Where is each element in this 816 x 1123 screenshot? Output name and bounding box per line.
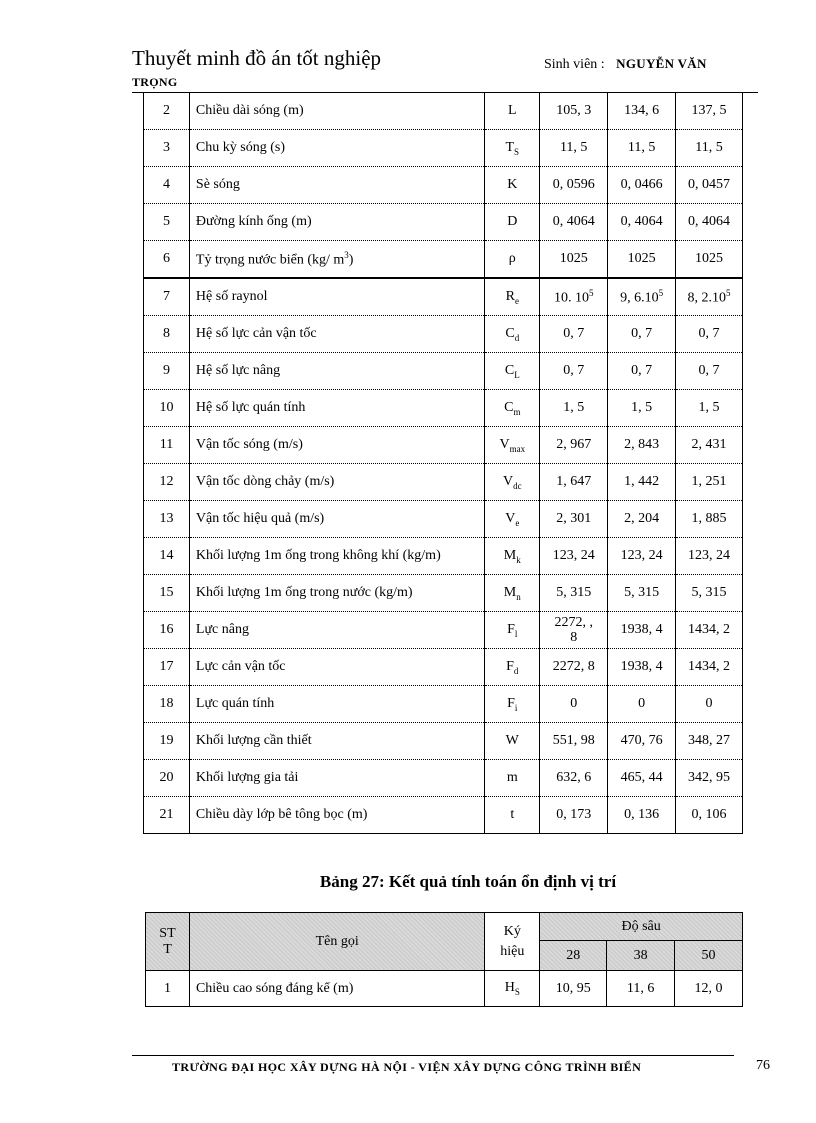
row-value-2 <box>608 501 676 538</box>
row-name <box>189 464 484 501</box>
row-symbol-main: C <box>504 399 514 415</box>
row-symbol <box>485 130 540 167</box>
table-row <box>144 278 743 316</box>
row-name-text: Lực quán tính <box>195 696 275 711</box>
row-value-text: 1938, 4 <box>620 659 663 674</box>
row-number: 21 <box>144 797 190 834</box>
row-name <box>189 278 484 316</box>
table-row <box>144 797 743 834</box>
header-stt <box>146 913 190 971</box>
row-value-text: 105, 3 <box>556 103 592 118</box>
row-name <box>189 501 484 538</box>
row-symbol-sub: S <box>514 146 520 157</box>
row-value-text: 2272, 8 <box>552 659 595 674</box>
row-name-sup: 3 <box>344 249 349 260</box>
result-row-symbol-main: H <box>504 980 515 996</box>
row-value-text: 5, 315 <box>691 585 727 600</box>
row-symbol <box>485 167 540 204</box>
row-value-text: 11, 5 <box>559 140 588 155</box>
result-table <box>145 912 743 1007</box>
row-value-3 <box>676 316 743 353</box>
row-name-text: Sè sóng <box>195 177 240 192</box>
row-value-1 <box>540 575 608 612</box>
row-value-text: 0, 136 <box>624 807 660 822</box>
row-value-text: 465, 44 <box>620 770 663 785</box>
row-number: 16 <box>144 612 190 649</box>
header-stt-line1: ST <box>159 925 176 941</box>
footer-rule <box>132 1055 734 1056</box>
row-number: 5 <box>144 204 190 241</box>
result-row-no: 1 <box>146 971 190 1007</box>
parameters-table <box>143 93 743 834</box>
row-value-1 <box>540 204 608 241</box>
row-number: 3 <box>144 130 190 167</box>
table-row <box>144 649 743 686</box>
row-value-2 <box>608 686 676 723</box>
row-number: 14 <box>144 538 190 575</box>
row-name <box>189 649 484 686</box>
row-symbol-main: F <box>507 695 515 711</box>
row-value-3 <box>676 278 743 316</box>
row-symbol-main: m <box>506 770 518 785</box>
row-symbol-sub: m <box>513 406 521 417</box>
row-number: 4 <box>144 167 190 204</box>
row-symbol-main: K <box>507 177 518 192</box>
row-name-text: Chiều dày lớp bê tông bọc (m) <box>195 807 368 822</box>
row-number: 6 <box>144 241 190 279</box>
header-stt-line2: T <box>163 941 172 957</box>
row-value-text: 1, 885 <box>691 511 727 526</box>
result-row-value-50: 12, 0 <box>675 971 743 1007</box>
row-symbol <box>485 427 540 464</box>
row-name-text: Chu kỳ sóng (s) <box>195 140 285 155</box>
row-symbol-main: V <box>502 473 514 489</box>
row-value-3 <box>676 204 743 241</box>
row-value-2 <box>608 353 676 390</box>
student-label-text: Sinh viên : <box>544 57 605 72</box>
row-symbol <box>485 612 540 649</box>
row-number: 17 <box>144 649 190 686</box>
row-name <box>189 316 484 353</box>
row-value-text: 1, 442 <box>624 474 660 489</box>
row-number: 19 <box>144 723 190 760</box>
row-value-3 <box>676 723 743 760</box>
student-label <box>544 56 707 73</box>
row-number: 2 <box>144 93 190 130</box>
row-symbol-main: C <box>504 362 515 378</box>
row-value-1 <box>540 797 608 834</box>
row-symbol-main: L <box>507 103 517 118</box>
depth-28: 28 <box>540 941 607 971</box>
row-value-text: 0, 4064 <box>552 214 595 229</box>
row-symbol-sub: dc <box>513 480 522 491</box>
table-row <box>144 760 743 797</box>
row-value-1 <box>540 316 608 353</box>
row-value-1 <box>540 501 608 538</box>
table-row <box>144 130 743 167</box>
row-name <box>189 167 484 204</box>
row-number: 11 <box>144 427 190 464</box>
row-value-text: 0, 7 <box>631 326 653 341</box>
row-value-text: 2, 431 <box>691 437 727 452</box>
row-number: 10 <box>144 390 190 427</box>
row-symbol-main: t <box>510 807 515 822</box>
row-value-2 <box>608 316 676 353</box>
row-value-text: 2, 204 <box>624 511 660 526</box>
row-name <box>189 241 484 279</box>
row-value-2 <box>608 649 676 686</box>
row-name-text: Vận tốc sóng (m/s) <box>195 437 303 452</box>
row-value-3 <box>676 427 743 464</box>
row-value-text: 123, 24 <box>620 548 663 563</box>
row-value-text: 1025 <box>695 251 724 266</box>
row-value-text: 0, 4064 <box>620 214 663 229</box>
header-symbol-line2: hiệu <box>500 943 525 959</box>
table-row <box>144 723 743 760</box>
row-value-1 <box>540 760 608 797</box>
row-value-text: 0, 7 <box>563 363 585 378</box>
row-value-text: 123, 24 <box>688 548 731 563</box>
row-value-2 <box>608 278 676 316</box>
row-symbol <box>485 723 540 760</box>
row-value-text: 123, 24 <box>552 548 595 563</box>
row-number: 18 <box>144 686 190 723</box>
row-value-3 <box>676 167 743 204</box>
row-value-2 <box>608 204 676 241</box>
table-caption <box>0 872 816 892</box>
row-value-text: 348, 27 <box>688 733 731 748</box>
row-number: 7 <box>144 278 190 316</box>
row-name-text: Lực cản vận tốc <box>195 659 286 674</box>
row-value-text: 551, 98 <box>552 733 595 748</box>
row-symbol <box>485 501 540 538</box>
row-value-text: 1, 5 <box>631 400 653 415</box>
row-name-end: ) <box>348 252 354 268</box>
row-value-3 <box>676 241 743 279</box>
row-number: 9 <box>144 353 190 390</box>
student-name-first: NGUYỄN VĂN <box>616 56 707 71</box>
row-name-text: Hệ số raynol <box>195 289 268 304</box>
page-number: 76 <box>756 1058 770 1073</box>
row-value-3 <box>676 93 743 130</box>
row-symbol-main: F <box>506 658 514 674</box>
row-name-text: Chiều dài sóng (m) <box>195 103 304 118</box>
row-name-text: Lực nâng <box>195 622 249 637</box>
row-name-text: Vận tốc hiệu quả (m/s) <box>195 511 325 526</box>
document-title: Thuyết minh đồ án tốt nghiệp <box>132 46 382 70</box>
row-number: 8 <box>144 316 190 353</box>
row-symbol-main: M <box>503 547 517 563</box>
row-name-text: Vận tốc dòng chảy (m/s) <box>195 474 335 489</box>
header-symbol <box>485 913 540 971</box>
row-value-3 <box>676 575 743 612</box>
row-value-3 <box>676 390 743 427</box>
row-value-2 <box>608 427 676 464</box>
row-value-text: 0, 106 <box>691 807 727 822</box>
row-value-text: 8, 2.10 <box>687 290 727 306</box>
row-symbol <box>485 204 540 241</box>
row-name <box>189 723 484 760</box>
row-value-1 <box>540 723 608 760</box>
row-symbol <box>485 278 540 316</box>
row-value-text: 0, 7 <box>563 326 585 341</box>
table-row <box>144 93 743 130</box>
depth-38: 38 <box>607 941 675 971</box>
row-name <box>189 612 484 649</box>
row-name-text: Hệ số lực nâng <box>195 363 281 378</box>
row-value-3 <box>676 353 743 390</box>
row-value-text: 0, 173 <box>556 807 592 822</box>
row-name <box>189 797 484 834</box>
row-symbol-sub: max <box>509 443 526 454</box>
table-row <box>144 167 743 204</box>
row-value-3 <box>676 612 743 649</box>
table-row <box>144 204 743 241</box>
row-symbol-main: V <box>499 436 510 452</box>
row-value-1 <box>540 93 608 130</box>
row-symbol-sub: d <box>514 332 520 343</box>
row-value-text: 2, 967 <box>556 437 592 452</box>
table-caption-text: Bảng 27: Kết quả tính toán ổn định vị trí <box>319 872 617 891</box>
row-symbol-main: R <box>505 288 515 304</box>
row-value-text: 1025 <box>627 251 656 266</box>
row-symbol-sub: e <box>514 295 519 306</box>
row-value-3 <box>676 501 743 538</box>
row-value-sup: 5 <box>726 287 731 298</box>
row-value-2 <box>608 538 676 575</box>
row-value-2 <box>608 760 676 797</box>
row-value-2 <box>608 575 676 612</box>
row-value-text: 137, 5 <box>691 103 727 118</box>
row-value-3 <box>676 538 743 575</box>
row-name <box>189 538 484 575</box>
row-value-text: 0, 7 <box>698 363 720 378</box>
row-number: 15 <box>144 575 190 612</box>
row-name <box>189 130 484 167</box>
row-name-text: Tỷ trọng nước biển (kg/ m <box>195 252 345 268</box>
row-symbol-sub: l <box>514 628 518 639</box>
header-symbol-line1: Ký <box>503 923 521 939</box>
header-depth: Độ sâu <box>540 913 743 941</box>
table-row <box>144 241 743 279</box>
row-value-1 <box>540 686 608 723</box>
row-name-text: Khối lượng gia tải <box>195 770 299 785</box>
row-symbol-sub: k <box>516 554 521 565</box>
row-value-text: 1434, 2 <box>688 659 731 674</box>
result-row-value-28: 10, 95 <box>540 971 607 1007</box>
row-value-3 <box>676 797 743 834</box>
row-value-sup: 5 <box>588 287 594 298</box>
row-number: 13 <box>144 501 190 538</box>
table-row <box>144 316 743 353</box>
row-symbol-sub: d <box>513 665 519 676</box>
row-name <box>189 575 484 612</box>
row-value-2 <box>608 797 676 834</box>
row-name <box>189 93 484 130</box>
result-row-symbol <box>485 971 540 1007</box>
result-row-value-38: 11, 6 <box>607 971 675 1007</box>
row-value-text: 2272, , <box>554 615 593 630</box>
row-symbol <box>485 797 540 834</box>
row-name <box>189 204 484 241</box>
row-value-text: 0, 0596 <box>552 177 595 192</box>
row-value-text: 9, 6.10 <box>620 290 659 306</box>
depth-50: 50 <box>675 941 743 971</box>
row-number: 12 <box>144 464 190 501</box>
row-value-text: 1434, 2 <box>688 622 731 637</box>
row-value-text: 2, 843 <box>624 437 660 452</box>
row-value-3 <box>676 649 743 686</box>
table-row <box>144 575 743 612</box>
row-symbol <box>485 316 540 353</box>
row-name <box>189 427 484 464</box>
row-value-1 <box>540 167 608 204</box>
row-symbol <box>485 241 540 279</box>
row-symbol-main: ρ <box>508 251 516 266</box>
row-value-text: 0 <box>638 696 646 711</box>
row-name-text: Khối lượng 1m ống trong không khí (kg/m) <box>195 548 441 563</box>
row-value-1 <box>540 241 608 279</box>
table-row <box>144 353 743 390</box>
row-value-3 <box>676 130 743 167</box>
row-symbol-sub: e <box>515 517 520 528</box>
row-value-text: 11, 5 <box>627 140 656 155</box>
row-value-text: 1, 647 <box>556 474 592 489</box>
row-value-text: 1938, 4 <box>620 622 663 637</box>
row-name <box>189 390 484 427</box>
row-value-1 <box>540 130 608 167</box>
table-row <box>144 390 743 427</box>
row-value-2 <box>608 390 676 427</box>
row-name <box>189 686 484 723</box>
row-symbol <box>485 649 540 686</box>
row-value-text: 0, 0457 <box>688 177 731 192</box>
row-value-text: 0, 0466 <box>620 177 663 192</box>
row-value-text: 1, 5 <box>563 400 585 415</box>
table-row <box>144 538 743 575</box>
table-row <box>144 612 743 649</box>
row-symbol-main: T <box>505 139 515 155</box>
result-row-symbol-sub: S <box>514 986 520 997</box>
row-value-1 <box>540 278 608 316</box>
row-symbol <box>485 760 540 797</box>
row-value-text: 632, 6 <box>556 770 592 785</box>
row-symbol-sub: L <box>514 369 520 380</box>
row-symbol-main: V <box>505 510 516 526</box>
table-row <box>144 464 743 501</box>
row-symbol <box>485 686 540 723</box>
row-value-1 <box>540 390 608 427</box>
row-name-text: Khối lượng 1m ống trong nước (kg/m) <box>195 585 413 600</box>
row-value-2 <box>608 93 676 130</box>
row-value-text: 342, 95 <box>688 770 731 785</box>
row-symbol <box>485 538 540 575</box>
table-row <box>144 686 743 723</box>
row-value-1 <box>540 353 608 390</box>
row-value-text: 1, 5 <box>698 400 720 415</box>
row-symbol-main: C <box>505 325 515 341</box>
row-value-3 <box>676 464 743 501</box>
header-name: Tên gọi <box>189 913 484 971</box>
row-value-2 <box>608 241 676 279</box>
row-value-text: 2, 301 <box>556 511 592 526</box>
row-value-text: 470, 76 <box>620 733 663 748</box>
row-name-text: Đường kính ống (m) <box>195 214 312 229</box>
row-number: 20 <box>144 760 190 797</box>
table-row <box>144 427 743 464</box>
row-value-2 <box>608 612 676 649</box>
row-symbol <box>485 93 540 130</box>
row-value-3 <box>676 686 743 723</box>
row-value-1 <box>540 649 608 686</box>
student-name-second: TRỌNG <box>132 75 178 89</box>
row-value-text: 1025 <box>559 251 588 266</box>
row-value-sup: 5 <box>658 287 664 298</box>
row-value-1 <box>540 538 608 575</box>
row-value-1 <box>540 612 608 649</box>
row-value-1 <box>540 427 608 464</box>
row-symbol <box>485 390 540 427</box>
row-value-text: 11, 5 <box>695 140 723 155</box>
row-value-text: 10. 10 <box>553 290 589 306</box>
footer-institution: TRƯỜNG ĐẠI HỌC XÂY DỰNG HÀ NỘI - VIỆN XÂY DỰNG CÔNG TRÌNH BIỂN <box>172 1060 642 1074</box>
row-name-text: Khối lượng cần thiết <box>195 733 312 748</box>
row-symbol-main: M <box>503 584 517 600</box>
row-symbol-main: D <box>507 214 518 229</box>
row-value-text: 0, 7 <box>631 363 653 378</box>
row-symbol <box>485 575 540 612</box>
row-value-2 <box>608 167 676 204</box>
row-value-text: 0, 7 <box>698 326 720 341</box>
row-value-1 <box>540 464 608 501</box>
row-value-text: 134, 6 <box>624 103 660 118</box>
row-value-3 <box>676 760 743 797</box>
result-row-name: Chiều cao sóng đáng kể (m) <box>189 971 484 1007</box>
row-name-text: Hệ số lực quán tính <box>195 400 306 415</box>
row-value-text: 5, 315 <box>556 585 592 600</box>
row-symbol <box>485 353 540 390</box>
row-symbol-main: W <box>505 733 519 748</box>
row-value-line2: 8 <box>570 630 578 645</box>
row-symbol-sub: i <box>514 702 518 713</box>
row-value-text: 1, 251 <box>691 474 727 489</box>
row-value-text: 5, 315 <box>624 585 660 600</box>
row-value-text: 0 <box>570 696 578 711</box>
row-value-text: 0 <box>705 696 713 711</box>
row-symbol-main: F <box>507 621 515 637</box>
row-value-text: 0, 4064 <box>688 214 731 229</box>
row-value-2 <box>608 130 676 167</box>
row-name <box>189 760 484 797</box>
row-symbol-sub: n <box>516 591 521 602</box>
row-symbol <box>485 464 540 501</box>
row-name <box>189 353 484 390</box>
row-value-2 <box>608 723 676 760</box>
table-row <box>144 501 743 538</box>
row-value-2 <box>608 464 676 501</box>
row-name-text: Hệ số lực cản vận tốc <box>195 326 317 341</box>
